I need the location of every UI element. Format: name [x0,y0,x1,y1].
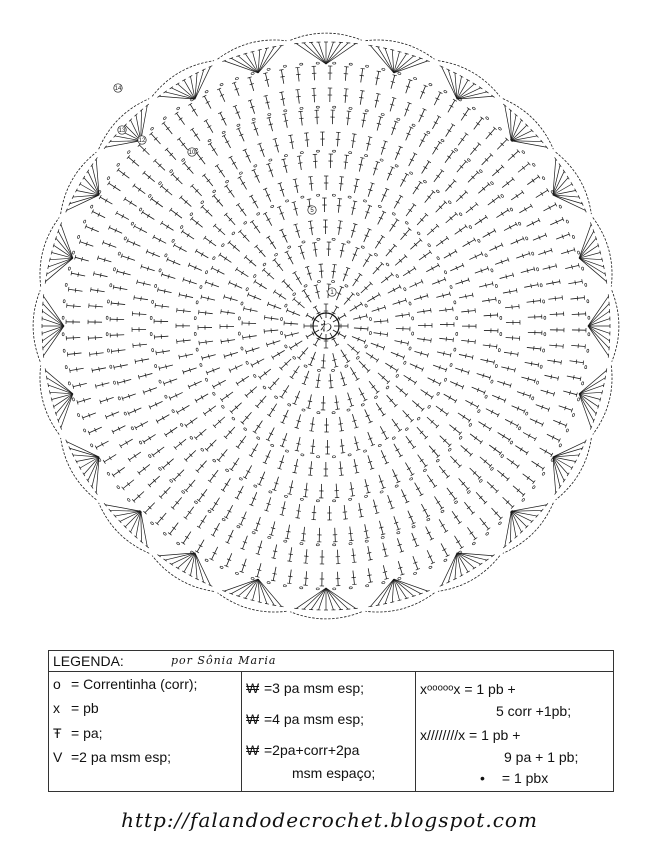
scallop [503,99,554,150]
legend-item: ₩ =3 pa msm esp; [246,680,364,696]
round-marker-label: 13 [118,128,126,134]
scallop [503,503,554,554]
round-marker [138,136,146,144]
scallop [218,40,287,73]
legend-item: Ŧ = pa; [53,725,103,741]
round-marker [308,206,316,214]
legend-item-continued: 9 pa + 1 pb; [504,749,579,765]
scallop [40,218,73,287]
scallop [365,579,434,612]
legend-column-3 [416,671,613,791]
legend-header [49,651,613,672]
legend-item: xᵒᵒᵒᵒᵒx = 1 pb + [420,681,516,697]
round-marker-label: 14 [114,86,122,92]
legend-item: x////////x = 1 pb + [420,727,521,743]
legend-column-1 [49,671,242,791]
legend-item: ₩ =4 pa msm esp; [246,711,364,727]
scallop [553,438,591,500]
round-marker [118,126,126,134]
scallop [152,553,214,591]
scallop [438,61,500,99]
legend-item: • = 1 pbx [480,770,549,786]
scallop [290,33,361,64]
legend-item-continued: msm espaço; [292,765,376,781]
scallop [438,553,500,591]
scallop [40,365,73,434]
round-marker [114,84,122,92]
legend-title: LEGENDA: [53,653,124,669]
round-markers [114,84,336,296]
scallop [218,579,287,612]
scallop [588,290,619,361]
scallop [365,40,434,73]
round-marker [328,288,336,296]
legend-item: V =2 pa msm esp; [53,749,171,765]
scallop [553,152,591,214]
scallop [61,438,99,500]
legend-column-2 [242,671,416,791]
round-marker [188,148,196,156]
legend-item: ₩ =2pa+corr+2pa [246,742,360,758]
legend-table [48,650,614,792]
legend-item: x = pb [53,700,99,716]
scallop [99,503,150,554]
legend-item-continued: 5 corr +1pb; [496,703,572,719]
scallop [579,218,612,287]
round-marker-label: 1 [330,290,334,296]
round-marker-label: 12 [138,138,146,144]
legend-item: o = Correntinha (corr); [53,676,198,692]
center-symbol: わ [319,320,333,335]
legend-author: por Sônia Maria [171,654,277,667]
blog-url: http://falandodecrochet.blogspot.com [121,808,538,832]
scallop [579,365,612,434]
scallop [290,588,361,619]
round-marker-label: 10 [188,150,196,156]
round-marker-label: 5 [310,208,314,214]
scallop [152,61,214,99]
scallop [33,290,64,361]
scallop [61,152,99,214]
